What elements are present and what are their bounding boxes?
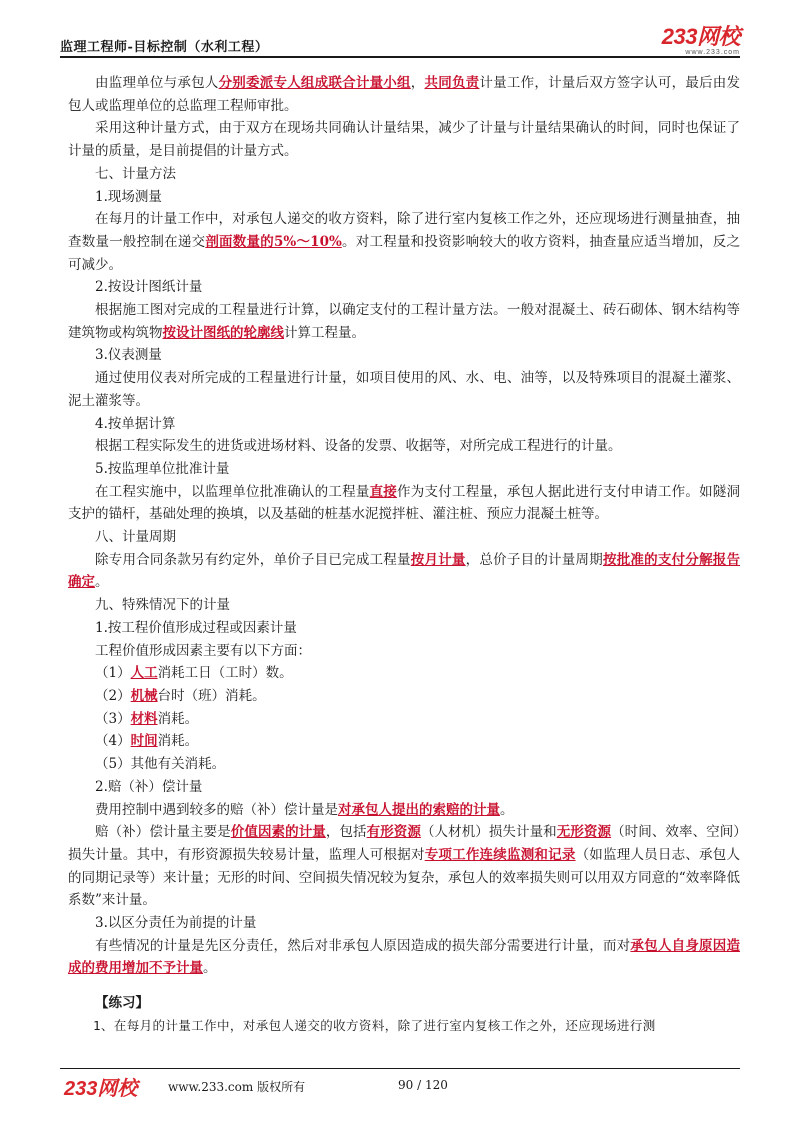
paragraph: [68, 685, 740, 708]
text-run: 根据工程实际发生的进货或进场材料、设备的发票、收据等，对所完成工程进行的计量。: [95, 438, 622, 455]
paragraph: [68, 208, 740, 276]
text-run: 3.以区分责任为前提的计量: [95, 915, 257, 932]
paragraph: [68, 799, 740, 822]
paragraph: [68, 640, 740, 663]
text-run: 台时（班）消耗。: [157, 687, 266, 704]
paragraph: [68, 367, 740, 412]
document-body: [68, 72, 740, 1038]
highlighted-term: 价值因素的计量: [230, 824, 326, 841]
text-run: 1.按工程价值形成过程或因素计量: [95, 619, 297, 636]
paragraph: [68, 435, 740, 458]
paragraph: [68, 458, 740, 481]
text-run: （2）: [95, 687, 131, 704]
practice-label: 【练习】: [95, 995, 149, 1012]
paragraph: [68, 753, 740, 776]
paragraph: [68, 72, 740, 117]
page-header: [60, 26, 740, 54]
highlighted-term: 有形资源: [366, 824, 421, 841]
logo-text: 233网校: [661, 24, 740, 49]
text-run: （1）: [95, 665, 131, 682]
page-footer: [60, 1072, 740, 1098]
header-title: 监理工程师-目标控制（水利工程）: [60, 40, 269, 55]
header-divider: [60, 56, 740, 58]
text-run: 费用控制中遇到较多的赔（补）偿计量是: [95, 801, 338, 818]
paragraph: [68, 299, 740, 344]
text-run: 工程价值形成因素主要有以下方面：: [95, 642, 311, 659]
text-run: 通过使用仪表对所完成的工程量进行计量，如项目使用的风、水、电、油等，以及特殊项目的混凝土灌浆、泥土灌浆等。: [68, 370, 740, 409]
text-run: 5.按监理单位批准计量: [95, 460, 230, 477]
paragraph: [68, 912, 740, 935]
highlighted-term: 剖面数量的5%～10%: [205, 233, 342, 250]
text-run: 1.现场测量: [95, 188, 162, 205]
text-run: 。: [203, 960, 217, 977]
highlighted-term: 材料: [130, 710, 158, 727]
paragraph: [68, 730, 740, 753]
highlighted-term: 对承包人提出的索赔的计量: [338, 801, 500, 818]
text-run: 在工程实施中，以监理单位批准确认的工程量: [95, 483, 370, 500]
text-run: 在每月的计量工作中，对承包人递交的收方资料，除了进行室内复核工作之外，还应现场进行测量抽查，抽查数量一般控制在递交: [68, 211, 740, 250]
text-run: 。对工程量和投资影响较大的收方资料，抽查量应适当增加，反之可减少。: [68, 233, 741, 273]
text-run: （4）: [95, 733, 131, 750]
paragraph: [68, 276, 740, 299]
highlighted-term: 直接: [369, 483, 398, 500]
paragraph: [68, 549, 740, 594]
text-run: 4.按单据计算: [95, 415, 176, 432]
highlighted-term: 按批准的支付分解报告确定: [68, 551, 741, 591]
paragraph: [68, 117, 740, 162]
text-run: 根据施工图对完成的工程量进行计算，以确定支付的工程计量方法。一般对混凝土、砖石砌体、钢木结构等建筑物或构筑物: [68, 302, 740, 341]
paragraph: [68, 526, 740, 549]
logo-url: www.233.com: [685, 49, 740, 56]
text-run: 七、计量方法: [95, 165, 176, 182]
text-run: （5）其他有关消耗。: [95, 756, 226, 773]
highlighted-term: 分别委派专人组成联合计量小组: [218, 75, 411, 91]
text-run: 。: [500, 801, 514, 818]
text-run: （人材机）损失计量和: [420, 824, 557, 841]
highlighted-term: 无形资源: [556, 824, 612, 841]
text-run: 赔（补）偿计量主要是: [95, 824, 231, 841]
footer-copyright: www.233.com 版权所有: [168, 1080, 306, 1094]
text-run: 3.仪表测量: [95, 347, 162, 364]
text-run: 八、计量周期: [95, 529, 176, 546]
text-run: 2.按设计图纸计量: [95, 279, 203, 296]
paragraph: [68, 662, 740, 685]
text-run: （如监理人员日志、承包人的同期记录等）来计量；无形的时间、空间损失情况较为复杂，承包人的效率损失则可以用双方同意的“效率降低系数”来计量。: [68, 846, 740, 909]
text-run: 消耗。: [157, 710, 199, 727]
paragraph: [68, 776, 740, 799]
practice-question: 1、在每月的计量工作中，对承包人递交的收方资料，除了进行室内复核工作之外，还应现场进行测: [93, 1017, 656, 1033]
highlighted-term: 时间: [130, 733, 158, 750]
paragraph: [68, 708, 740, 731]
footer-divider: [60, 1068, 740, 1069]
text-run: 2.赔（补）偿计量: [95, 778, 203, 795]
text-run: 由监理单位与承包人: [95, 75, 219, 91]
highlighted-term: 人工: [130, 665, 158, 682]
page-number: 90 / 120: [398, 1078, 448, 1092]
paragraph: [68, 935, 740, 980]
highlighted-term: 机械: [130, 687, 158, 704]
text-run: 计算工程量。: [284, 324, 365, 341]
text-run: 计量工作，计量后双方签字认可，最后由发包人或监理单位的总监理工程师审批。: [68, 75, 741, 114]
text-run: 除专用合同条款另有约定外，单价子目已完成工程量: [95, 551, 411, 568]
text-run: 消耗。: [157, 733, 199, 750]
paragraph: [68, 821, 740, 912]
text-run: 有些情况的计量是先区分责任，然后对非承包人原因造成的损失部分需要进行计量，而对: [95, 937, 631, 954]
text-run: 九、特殊情况下的计量: [95, 597, 230, 614]
paragraph: [68, 617, 740, 640]
paragraph: [68, 413, 740, 436]
footer-logo: 233网校: [64, 1078, 138, 1100]
highlighted-term: 共同负责: [424, 75, 480, 91]
paragraph: [68, 344, 740, 367]
paragraph: [68, 163, 740, 186]
paragraph: [68, 594, 740, 617]
text-run: ，总价子目的计量周期: [465, 551, 603, 568]
text-run: （时间、效率、空间）损失计量。其中，有形资源损失较易计量，监理人可根据对: [68, 824, 741, 863]
highlighted-term: 专项工作连续监测和记录: [424, 846, 576, 863]
text-run: 作为支付工程量，承包人据此进行支付申请工作。如隧洞支护的锚杆，基础处理的换填，以及基础的桩基水泥搅拌桩、灌注桩、预应力混凝土桩等。: [68, 483, 741, 523]
text-run: ，: [410, 75, 425, 91]
highlighted-term: 按设计图纸的轮廓线: [162, 324, 284, 341]
text-run: 消耗工日（工时）数。: [157, 665, 293, 682]
text-run: 。: [95, 574, 109, 591]
body-paragraphs: [68, 72, 740, 980]
text-run: （3）: [95, 710, 131, 727]
text-run: 采用这种计量方式，由于双方在现场共同确认计量结果，减少了计量与计量结果确认的时间，同时也保证了计量的质量，是目前提倡的计量方式。: [68, 120, 740, 160]
highlighted-term: 按月计量: [410, 551, 466, 568]
section-gap: [68, 980, 740, 992]
paragraph: [68, 481, 740, 526]
highlighted-term: 承包人自身原因造成的费用增加不予计量: [68, 937, 741, 977]
paragraph: [68, 186, 740, 209]
text-run: ，包括: [325, 824, 367, 841]
